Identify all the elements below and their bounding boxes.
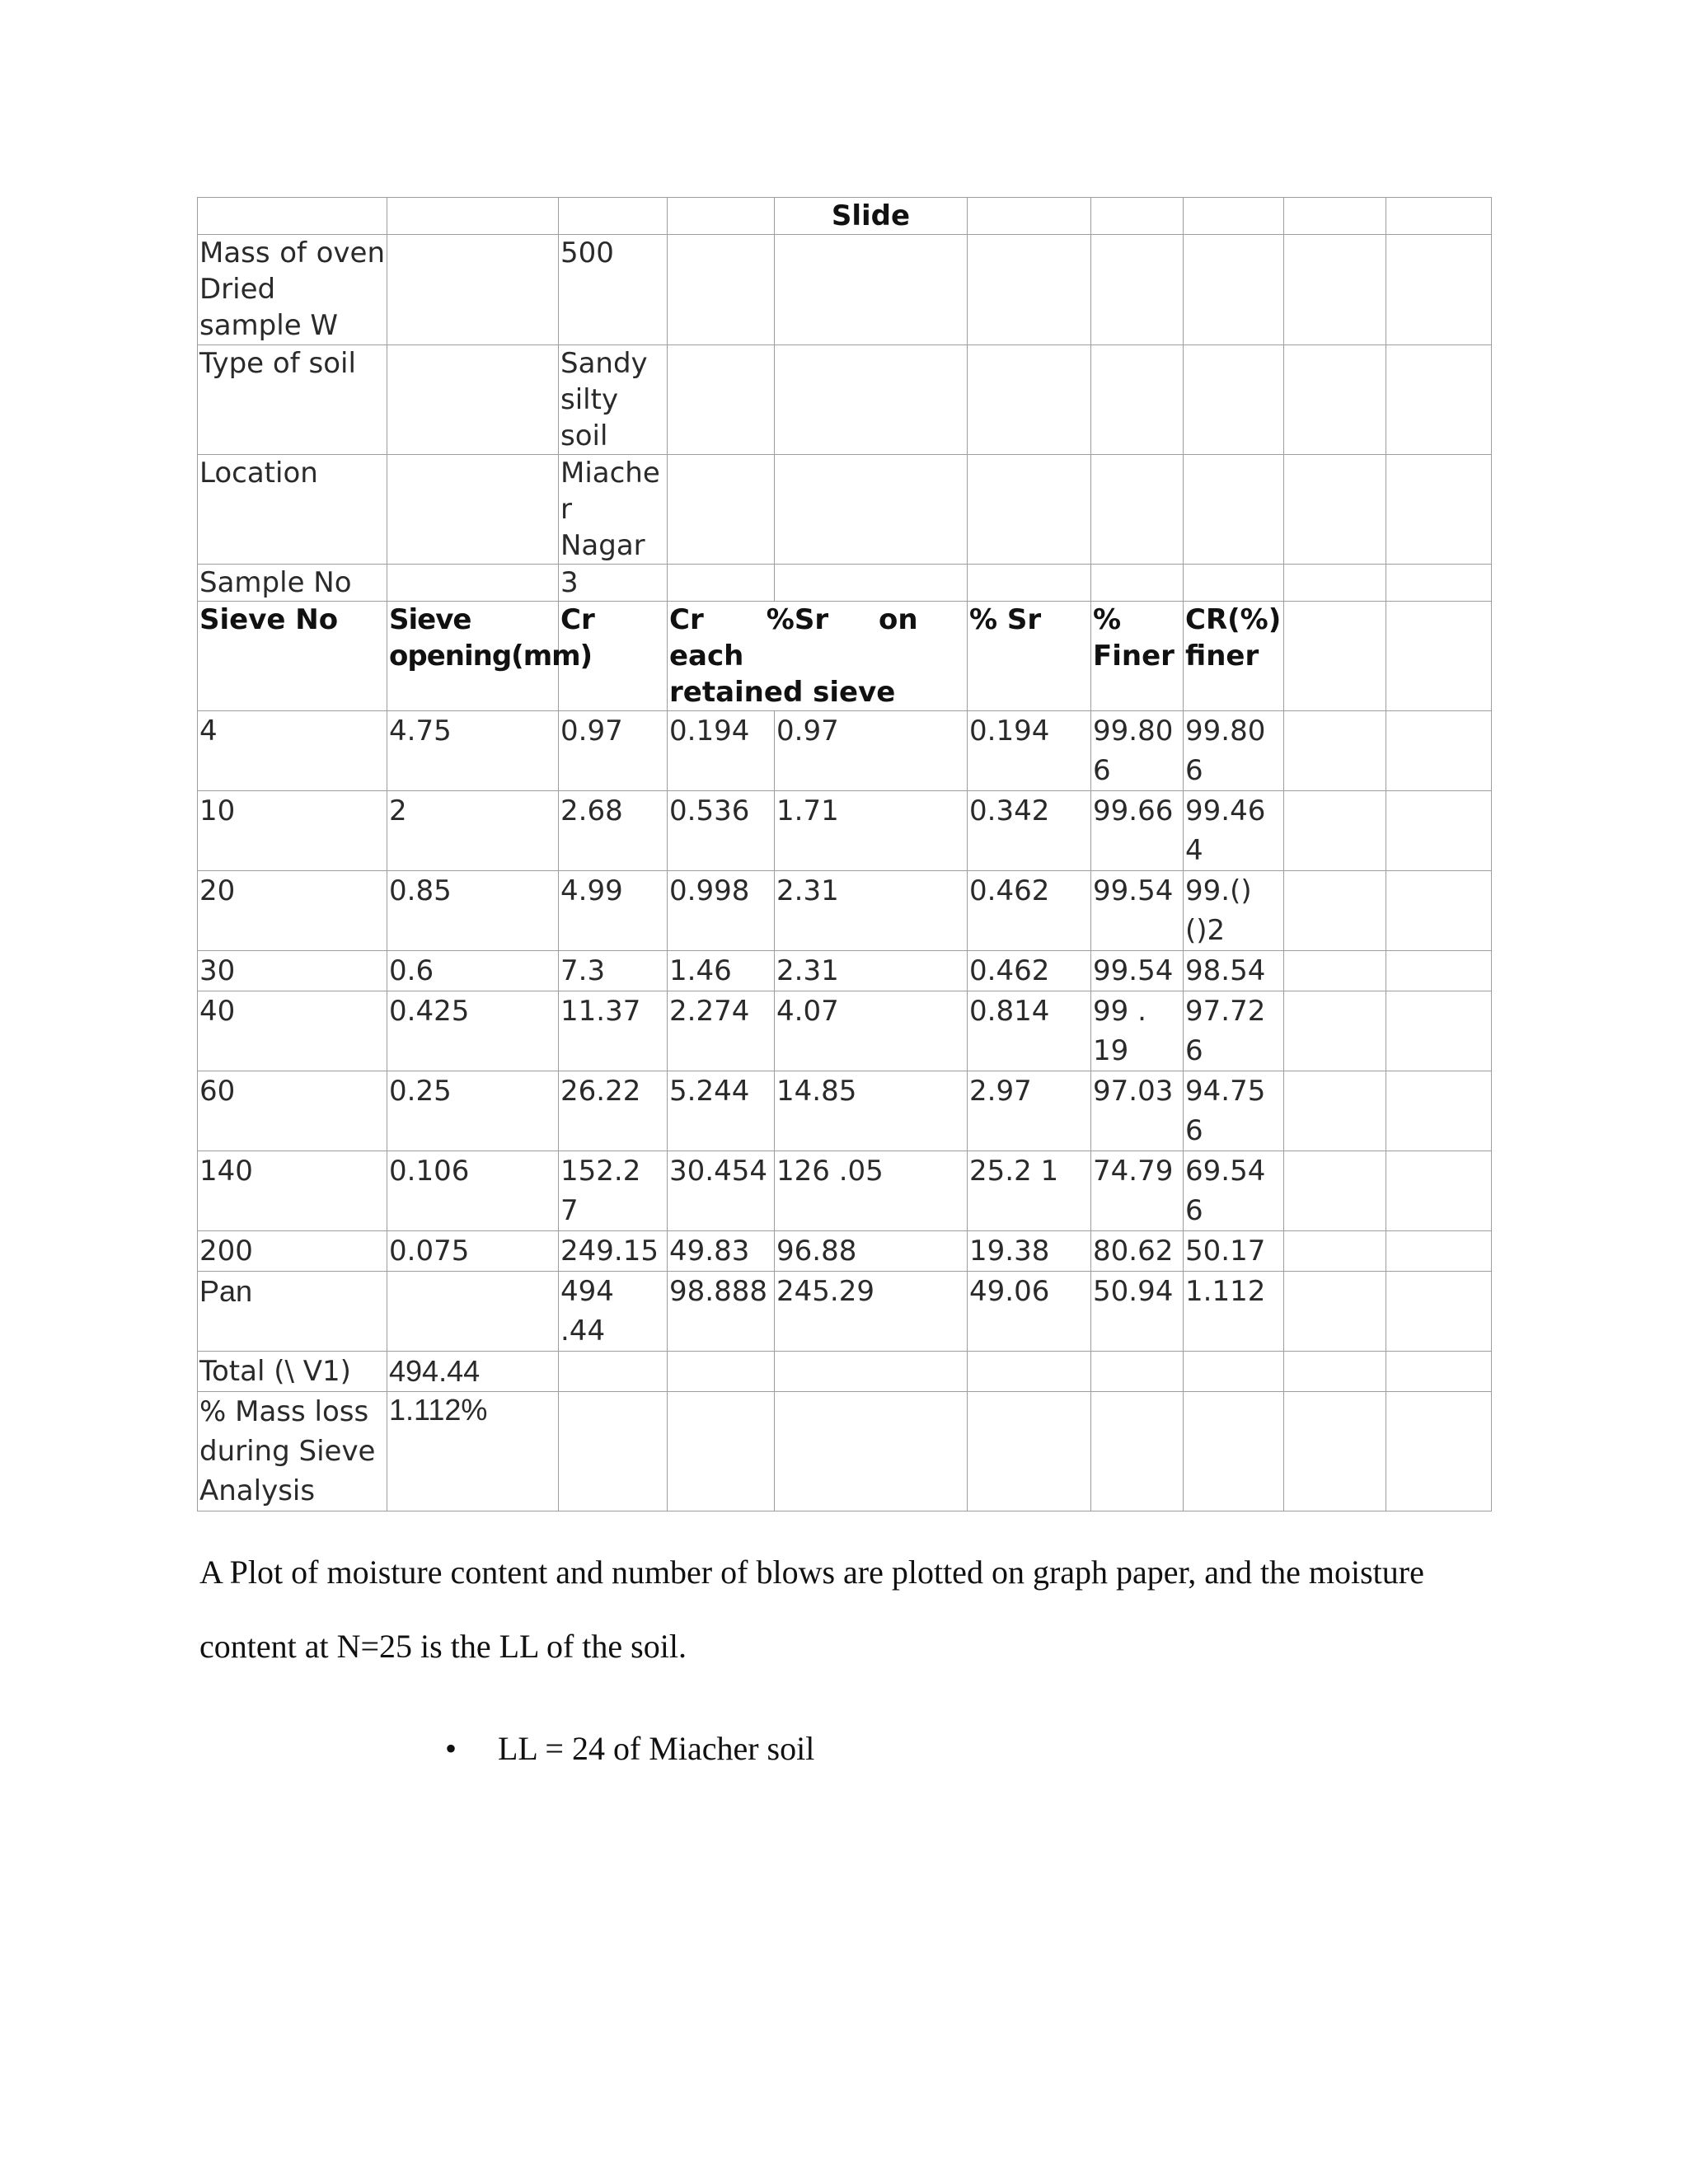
table-cell: 2: [387, 791, 559, 871]
table-cell: 0.462: [968, 871, 1091, 951]
soil-type-value: Sandy silty soil: [559, 345, 668, 455]
mass-loss-label: % Mass loss during Sieve Analysis: [198, 1392, 387, 1511]
total-value: 494.44: [387, 1352, 559, 1392]
table-cell: 96.88: [775, 1231, 968, 1272]
table-cell: 7.3: [559, 951, 668, 991]
table-cell: 0.075: [387, 1231, 559, 1272]
table-cell: 40: [198, 991, 387, 1071]
table-cell: 30: [198, 951, 387, 991]
table-cell: 494 .44: [559, 1272, 668, 1352]
table-title: Slide: [775, 198, 968, 235]
location-row: [198, 455, 1492, 565]
table-cell: 5.244: [668, 1071, 775, 1151]
table-cell: 4.07: [775, 991, 968, 1071]
total-row: [198, 1352, 1492, 1392]
table-cell: 1.71: [775, 791, 968, 871]
location-value: Miacher Nagar: [559, 455, 668, 565]
table-row: [198, 871, 1492, 951]
table-cell: 80.62: [1091, 1231, 1184, 1272]
table-cell: 0.998: [668, 871, 775, 951]
paragraph-line-2: content at N=25 is the LL of the soil.: [199, 1628, 687, 1665]
table-cell: 49.06: [968, 1272, 1091, 1352]
table-cell: 2.97: [968, 1071, 1091, 1151]
table-header-row: [198, 602, 1492, 711]
table-cell: 74.79: [1091, 1151, 1184, 1231]
table-cell: 140: [198, 1151, 387, 1231]
bullet-icon: •: [445, 1730, 457, 1767]
table-cell: 0.97: [775, 711, 968, 791]
bullet-item: [445, 1729, 814, 1769]
table-cell: 94.756: [1184, 1071, 1284, 1151]
table-cell: 2.274: [668, 991, 775, 1071]
table-cell: 0.342: [968, 791, 1091, 871]
total-label: Total (\ V1): [198, 1352, 387, 1392]
table-cell: 2.31: [775, 951, 968, 991]
table-cell: 69.546: [1184, 1151, 1284, 1231]
mass-value: 500: [559, 235, 668, 345]
table-row: [198, 991, 1492, 1071]
table-cell: 99.()()2: [1184, 871, 1284, 951]
table-cell: 98.54: [1184, 951, 1284, 991]
table-cell: 200: [198, 1231, 387, 1272]
mass-loss-row: [198, 1392, 1492, 1511]
table-cell: 0.106: [387, 1151, 559, 1231]
header-cr-finer: CR(%) finer: [1184, 602, 1284, 711]
table-cell: 0.425: [387, 991, 559, 1071]
table-cell: 97.03: [1091, 1071, 1184, 1151]
paragraph-line-1: A Plot of moisture content and number of blows are plotted on graph paper, and the moisture: [199, 1554, 1424, 1591]
table-row: [198, 951, 1492, 991]
table-cell: 245.29: [775, 1272, 968, 1352]
table-cell: 99.464: [1184, 791, 1284, 871]
table-cell: 25.2 1: [968, 1151, 1091, 1231]
sieve-analysis-table: [197, 197, 1492, 1511]
table-cell: 99.66: [1091, 791, 1184, 871]
table-cell: 14.85: [775, 1071, 968, 1151]
table-cell: 249.15: [559, 1231, 668, 1272]
table-cell: 99.806: [1184, 711, 1284, 791]
table-cell: 126 .05: [775, 1151, 968, 1231]
table-cell: 60: [198, 1071, 387, 1151]
table-cell: 19.38: [968, 1231, 1091, 1272]
location-label: Location: [198, 455, 387, 565]
bullet-text: LL = 24 of Miacher soil: [498, 1730, 815, 1767]
table-cell: 99.54: [1091, 871, 1184, 951]
table-cell: 26.22: [559, 1071, 668, 1151]
table-cell: 0.25: [387, 1071, 559, 1151]
table-cell: 99.54: [1091, 951, 1184, 991]
table-cell: 0.462: [968, 951, 1091, 991]
header-cr-sr: Cr %Sr on each retained sieve: [668, 602, 968, 711]
header-pct-sr: % Sr: [968, 602, 1091, 711]
table-cell: [387, 1272, 559, 1352]
table-cell: 0.194: [668, 711, 775, 791]
table-row: [198, 1071, 1492, 1151]
header-sieve-opening: Sieve opening(mm): [387, 602, 559, 711]
table-cell: 0.6: [387, 951, 559, 991]
table-cell: 0.194: [968, 711, 1091, 791]
table-cell: 30.454: [668, 1151, 775, 1231]
table-cell: 4.75: [387, 711, 559, 791]
table-cell: 49.83: [668, 1231, 775, 1272]
table-cell: 99 . 19: [1091, 991, 1184, 1071]
header-pct-finer: % Finer: [1091, 602, 1184, 711]
soil-type-row: [198, 345, 1492, 455]
table-row: [198, 1272, 1492, 1352]
table-cell: 152.2 7: [559, 1151, 668, 1231]
table-cell: Pan: [198, 1272, 387, 1352]
table-cell: 2.68: [559, 791, 668, 871]
table-cell: 2.31: [775, 871, 968, 951]
mass-label: Mass of oven Dried sample W: [198, 235, 387, 345]
sample-value: 3: [559, 565, 668, 602]
header-cr: Cr: [559, 602, 668, 711]
header-sieve-no: Sieve No: [198, 602, 387, 711]
mass-row: [198, 235, 1492, 345]
table-cell: 0.85: [387, 871, 559, 951]
table-row: [198, 1151, 1492, 1231]
table-cell: 0.814: [968, 991, 1091, 1071]
table-cell: 50.94: [1091, 1272, 1184, 1352]
table-cell: 50.17: [1184, 1231, 1284, 1272]
table-title-row: [198, 198, 1492, 235]
table-cell: 1.46: [668, 951, 775, 991]
soil-type-label: Type of soil: [198, 345, 387, 455]
table-cell: 1.112: [1184, 1272, 1284, 1352]
table-cell: 4.99: [559, 871, 668, 951]
table-row: [198, 791, 1492, 871]
table-row: [198, 711, 1492, 791]
table-cell: 11.37: [559, 991, 668, 1071]
table-cell: 97.726: [1184, 991, 1284, 1071]
table-cell: 0.97: [559, 711, 668, 791]
sample-row: [198, 565, 1492, 602]
table-cell: 0.536: [668, 791, 775, 871]
table-cell: 10: [198, 791, 387, 871]
table-cell: 4: [198, 711, 387, 791]
table-cell: 99.806: [1091, 711, 1184, 791]
table-row: [198, 1231, 1492, 1272]
table-cell: 98.888: [668, 1272, 775, 1352]
mass-loss-value: 1.112%: [387, 1392, 559, 1511]
table-cell: 20: [198, 871, 387, 951]
sample-label: Sample No: [198, 565, 387, 602]
table-body: [198, 711, 1492, 1352]
